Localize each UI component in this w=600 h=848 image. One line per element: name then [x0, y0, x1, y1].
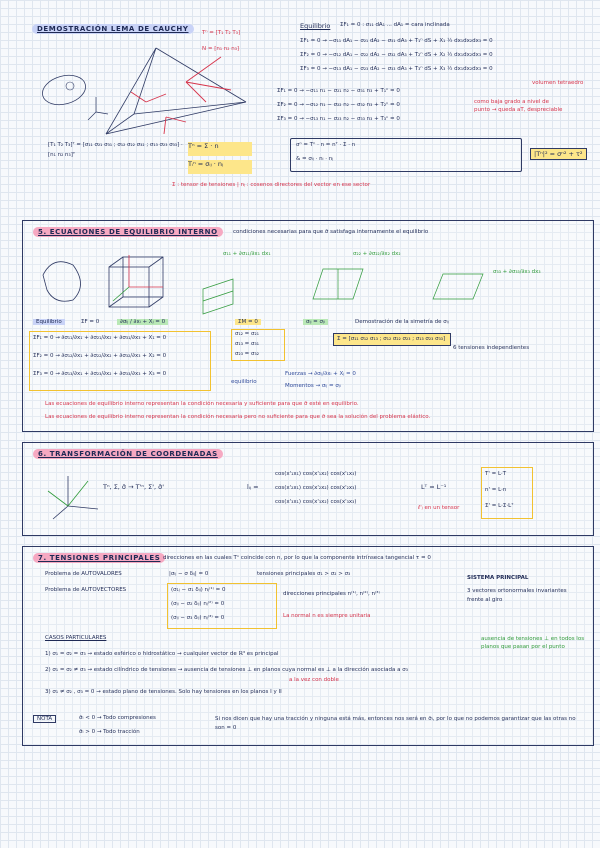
section-equilibrium	[22, 220, 594, 432]
tn-vector: Tⁿ = [T₁ T₂ T₃]	[202, 30, 241, 36]
box-tn-sigma: Tⁿ = Σ · n	[188, 142, 252, 156]
result-0: T' = L·T	[485, 471, 507, 477]
section-transformation	[22, 442, 594, 536]
sm-label: ΣM = 0	[235, 319, 261, 325]
eq-line-3: ΣF₃ = 0 → −σ₁₃ dA₁ − σ₂₃ dA₂ − σ₃₃ dA₃ + T₃ⁿ dS + X₃ ½ dx₁dx₂dx₃ = 0	[300, 66, 493, 72]
p2-result: direcciones principales n⁽¹⁾, n⁽²⁾, n⁽³⁾	[283, 591, 380, 597]
axes-sketch	[43, 471, 103, 521]
section-title-equilibrium: 5. ECUACIONES DE EQUILIBRIO INTERNO	[33, 227, 223, 237]
case-1: 1) σ₁ = σ₂ = σ₃ → estado esférico o hidrostático → cualquier vector de ℝ³ es principal	[45, 651, 279, 657]
eq-line-2: ΣF₂ = 0 → −σ₁₂ dA₁ − σ₂₂ dA₂ − σ₃₂ dA₃ + T₂ⁿ dS + X₂ ½ dx₁dx₂dx₃ = 0	[300, 52, 493, 58]
equilibrio-tag: Equilibrio	[33, 319, 65, 325]
note-1: Las ecuaciones de equilibrio interno representan la condición necesaria y suficiente para que σ̄ esté en equilibrio.	[45, 401, 359, 407]
six-independent-note: 6 tensiones independientes	[453, 345, 530, 351]
nota-label: NOTA	[33, 715, 56, 723]
p1-result: tensiones principales σ₁ > σ₂ > σ₃	[257, 571, 351, 577]
dij-equation: ∂σᵢⱼ / ∂xᵢ + Xⱼ = 0	[117, 319, 168, 325]
case-2-sub: a la vez con doble	[289, 677, 339, 683]
p1-equation: |σᵢⱼ − σ δᵢⱼ| = 0	[169, 571, 209, 577]
eq5-line-2: ΣF₃ = 0 → ∂σ₁₃/∂x₁ + ∂σ₂₃/∂x₂ + ∂σ₃₃/∂x₃ + X₃ = 0	[33, 371, 167, 377]
box-ti-sigma: Tᵢⁿ = σᵢⱼ · nⱼ	[188, 160, 252, 174]
plane-2-label: σ₂₂ + ∂σ₂₂/∂x₂ dx₂	[353, 251, 401, 257]
eq-line-0: ΣF₁ = 0 : σ₁₁ dA₁ ... dA₁ = cara inclinada	[340, 22, 450, 28]
sym-demo-text: Demostración de la simetría de σᵢⱼ	[355, 319, 449, 325]
casos-label: CASOS PARTICULARES	[45, 635, 107, 641]
sigma-f-label: ΣF = 0	[81, 319, 100, 325]
section-title-principal: 7. TENSIONES PRINCIPALES	[33, 553, 165, 563]
volumen-note: volumen tetraedro	[532, 80, 584, 86]
normal-stress-line-0: σⁿ = Tⁿ · n = nᵀ · Σ · n	[296, 142, 356, 148]
sistema-sub: 3 vectores ortonormales invariantes frente al giro	[467, 588, 567, 603]
section-title-transformation: 6. TRANSFORMACIÓN DE COORDENADAS	[33, 449, 223, 459]
planes-sketch	[193, 249, 493, 319]
nota-line-1: σ̄ᵢ > 0 → Todo tracción	[79, 729, 140, 735]
tetrahedron-sketch	[36, 42, 286, 142]
normal-stress-line-1: & = σᵢⱼ · nᵢ · nⱼ	[296, 156, 334, 162]
sym-label: σᵢⱼ = σⱼᵢ	[303, 319, 328, 325]
summary-label: equilibrio	[231, 379, 257, 385]
note-2: Las ecuaciones de equilibrio interno representan la condición necesaria pero no suficiente para que σ̄ sea la solución del problema elástico.	[45, 414, 431, 420]
lmat-row-0: cos(x'₁x₁) cos(x'₁x₂) cos(x'₁x₃)	[275, 471, 357, 477]
mapping: Tⁿ, Σ, σ̄ → T'ⁿ, Σ', σ̄'	[103, 483, 165, 491]
section-title-cauchy: DEMOSTRACIÓN LEMA DE CAUCHY	[32, 24, 194, 34]
eq5-line-1: ΣF₂ = 0 → ∂σ₁₂/∂x₁ + ∂σ₂₂/∂x₂ + ∂σ₃₂/∂x₃ + X₂ = 0	[33, 353, 167, 359]
lmat-row-2: cos(x'₃x₁) cos(x'₃x₂) cos(x'₃x₃)	[275, 499, 357, 505]
p2-label: Problema de AUTOVECTORES	[45, 587, 127, 593]
case-1-side: ausencia de tensiones ⊥ en todos los planos que pasan por el punto	[481, 636, 585, 650]
sym-line-1: σ₁₃ = σ₃₁	[235, 341, 259, 347]
lmat-row-1: cos(x'₂x₁) cos(x'₂x₂) cos(x'₂x₃)	[275, 485, 357, 491]
eq-line-1: ΣF₁ = 0 → −σ₁₁ dA₁ − σ₂₁ dA₂ − σ₃₁ dA₃ + T₁ⁿ dS + X₁ ½ dx₁dx₂dx₃ = 0	[300, 38, 493, 44]
stress-matrix: [T₁ T₂ T₃]ᵀ = [σ₁₁ σ₂₁ σ₃₁ ; σ₁₂ σ₂₂ σ₃₂ ; σ₁₃ σ₂₃ σ₃₃] · [n₁ n₂ n₃]ᵀ	[48, 142, 183, 158]
result-2: Σ' = L·Σ·Lᵀ	[485, 503, 514, 509]
sym-line-2: σ₂₃ = σ₃₂	[235, 351, 259, 357]
tensor-note: ℓ'ⱼ en un tensor	[418, 505, 460, 511]
equilibrium-subtitle: condiciones necesarias para que σ̄ satisfaga internamente el equilibrio	[233, 229, 429, 235]
p1-label: Problema de AUTOVALORES	[45, 571, 122, 577]
summary-forces: Fuerzas → ∂σᵢⱼ/∂xᵢ + Xⱼ = 0	[285, 371, 356, 377]
eq5-line-0: ΣF₁ = 0 → ∂σ₁₁/∂x₁ + ∂σ₂₁/∂x₂ + ∂σ₃₁/∂x₃ + X₁ = 0	[33, 335, 167, 341]
p2-eq-0: (σ₁ⱼ − σ₁ δᵢⱼ) nⱼ⁽¹⁾ = 0	[171, 587, 226, 593]
tn-squared-box: |Tⁿ|² = σⁿ² + τ²	[530, 148, 587, 160]
p2-eq-2: (σᵢⱼ − σ₃ δᵢⱼ) nⱼ⁽³⁾ = 0	[171, 615, 225, 621]
case-2: 2) σ₁ = σ₂ ≠ σ₃ → estado cilíndrico de tensiones → ausencia de tensiones ⊥ en planos cuya normal es ⊥ a la dirección asociada a σ₃	[45, 667, 408, 673]
reduced-line-1: ΣF₂ = 0 → −σ₁₂ n₁ − σ₂₂ n₂ − σ₃₂ n₃ + T₂ⁿ = 0	[277, 102, 400, 108]
case-3: 3) σ₁ ≠ σ₂ , σ₃ = 0 → estado plano de tensiones. Solo hay tensiones en los planos I y II	[45, 689, 282, 695]
equilibrio-label: Equilibrio	[300, 22, 331, 30]
normal-note: La normal n es siempre unitaria	[283, 613, 371, 619]
reduced-line-2: ΣF₃ = 0 → −σ₁₃ n₁ − σ₂₃ n₂ − σ₃₃ n₃ + T₃ⁿ = 0	[277, 116, 400, 122]
section-cauchy	[22, 22, 592, 208]
lij-label: lᵢⱼ =	[247, 483, 259, 491]
principal-intro: direcciones en las cuales Tⁿ coincide con n, por lo que la componente intrínseca tangencial τ = 0	[163, 555, 431, 561]
tensor-caption: Σ : tensor de tensiones | nⱼ : cosenos directores del vector en ese sector	[172, 182, 371, 188]
ortho-label: Lᵀ = L⁻¹	[421, 483, 447, 491]
side-note: como baja grado a nivel de punto → queda aT, despreciable	[474, 99, 563, 113]
reduced-line-0: ΣF₁ = 0 → −σ₁₁ n₁ − σ₂₁ n₂ − σ₃₁ n₃ + T₁ⁿ = 0	[277, 88, 400, 94]
result-1: n' = L·n	[485, 487, 507, 493]
nota-line-0: σ̄ᵢ < 0 → Todo compresiones	[79, 715, 156, 721]
n-vector: N = [n₁ n₂ n₃]	[202, 46, 240, 52]
plane-3-label: σ₃₃ + ∂σ₃₃/∂x₃ dx₃	[493, 269, 541, 275]
sym-line-0: σ₁₂ = σ₂₁	[235, 331, 259, 337]
nota-right: Si nos dicen que hay una tracción y ninguna está más, entonces nos será en σ̄ᵢ, por lo que no podemos garantizar que las otras no son = 0	[215, 716, 576, 731]
summary-moments: Momentos → σᵢⱼ = σⱼᵢ	[285, 383, 341, 389]
cube-sketch	[33, 245, 193, 323]
sistema-principal: SISTEMA PRINCIPAL	[467, 575, 529, 581]
plane-1-label: σ₁₁ + ∂σ₁₁/∂x₁ dx₁	[223, 251, 271, 257]
sigma-matrix: Σ = [σ₁₁ σ₁₂ σ₁₃ ; σ₁₂ σ₂₂ σ₂₃ ; σ₁₃ σ₂₃ σ₃₃]	[333, 333, 451, 346]
p2-eq-1: (σᵢⱼ − σ₂ δᵢⱼ) nⱼ⁽²⁾ = 0	[171, 601, 225, 607]
section-principal	[22, 546, 594, 746]
